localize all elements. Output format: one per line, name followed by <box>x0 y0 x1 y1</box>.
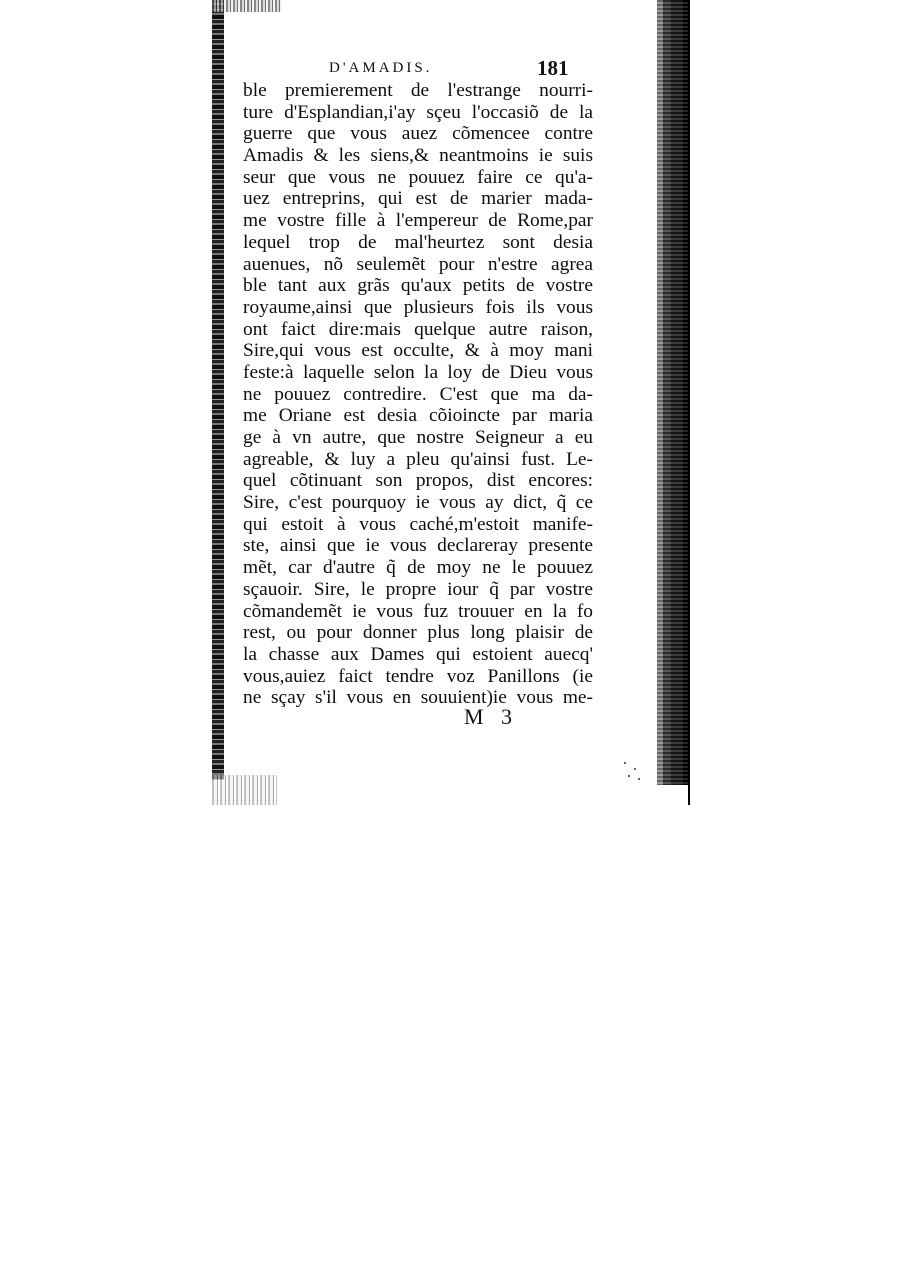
text-line: vous,auiez faict tendre voz Panillons (ie <box>243 665 593 687</box>
text-line: guerre que vous auez cõmencee contre <box>243 123 593 145</box>
left-gutter-shadow <box>212 0 224 780</box>
text-line: quel cõtinuant son propos, dist encores: <box>243 470 593 492</box>
text-line: Sire, c'est pourquoy ie vous ay dict, q̃ ce <box>243 492 593 514</box>
text-line: uez entreprins, qui est de marier mada- <box>243 188 593 210</box>
text-line: Amadis & les siens,& neantmoins ie suis <box>243 145 593 167</box>
page-border-line <box>688 0 690 805</box>
text-line: royaume,ainsi que plusieurs fois ils vous <box>243 296 593 318</box>
scan-noise-top <box>212 0 282 12</box>
text-line: qui estoit à vous caché,m'estoit manife- <box>243 513 593 535</box>
text-line: ge à vn autre, que nostre Seigneur a eu <box>243 427 593 448</box>
text-line: auenues, nõ seulemẽt pour n'estre agrea <box>243 253 593 275</box>
text-line: rest, ou pour donner plus long plaisir de <box>243 622 593 644</box>
text-line: me vostre fille à l'empereur de Rome,par <box>243 210 593 232</box>
text-line: ont faict dire:mais quelque autre raison, <box>243 318 593 340</box>
text-line: ne pouuez contredire. C'est que ma da- <box>243 383 593 405</box>
text-line: ture d'Esplandian,i'ay sçeu l'occasiõ de la <box>243 101 593 123</box>
scanned-page <box>212 0 690 805</box>
text-line: Sire,qui vous est occulte, & à moy mani <box>243 340 593 362</box>
running-head-title: D'AMADIS. <box>329 60 433 76</box>
page-number: 181 <box>537 56 569 80</box>
body-text <box>243 80 593 709</box>
text-line: seur que vous ne pouuez faire ce qu'a- <box>243 166 593 188</box>
text-line: la chasse aux Dames qui estoient auecq' <box>243 643 593 665</box>
text-line: ble tant aux grãs qu'aux petits de vostre <box>243 275 593 297</box>
text-line: feste:à laquelle selon la loy de Dieu vous <box>243 361 593 383</box>
text-line: ne sçay s'il vous en souuient)ie vous me- <box>243 687 593 709</box>
text-line: ble premierement de l'estrange nourri- <box>243 80 593 101</box>
text-line: mẽt, car d'autre q̃ de moy ne le pouuez <box>243 557 593 579</box>
book-edge-shadow <box>657 0 690 785</box>
text-line: lequel trop de mal'heurtez sont desia <box>243 231 593 253</box>
text-line: ste, ainsi que ie vous declareray presente <box>243 535 593 557</box>
scan-noise-bottom <box>212 775 277 805</box>
text-line: agreable, & luy a pleu qu'ainsi fust. Le- <box>243 448 593 470</box>
ink-specks <box>622 760 642 782</box>
signature-mark: M 3 <box>464 704 519 729</box>
text-line: sçauoir. Sire, le propre iour q̃ par vostre <box>243 578 593 600</box>
text-line: cõmandemẽt ie vous fuz trouuer en la fo <box>243 600 593 622</box>
text-line: me Oriane est desia cõioincte par maria <box>243 405 593 427</box>
